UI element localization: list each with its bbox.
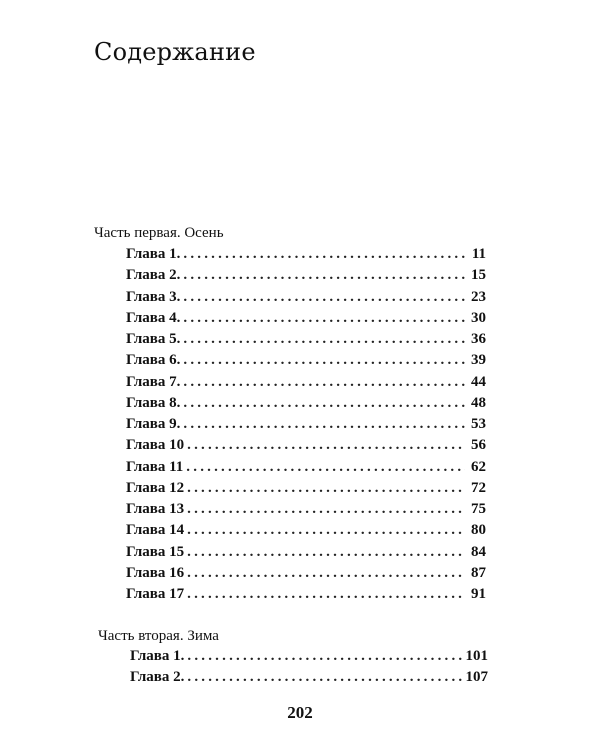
part-heading-winter: Часть вторая. Зима	[98, 628, 219, 644]
chapter-label: Глава 8.	[126, 394, 181, 411]
chapter-label: Глава 5.	[126, 331, 181, 347]
chapter-page-number: 15	[471, 267, 486, 284]
dot-leader	[187, 522, 465, 539]
dot-leader	[183, 395, 465, 412]
chapter-page-number: 80	[471, 522, 486, 539]
toc-entry	[126, 501, 486, 522]
toc-entry	[126, 565, 486, 586]
toc-entry	[126, 331, 486, 352]
chapter-label: Глава 3.	[126, 288, 181, 305]
chapter-label: Глава 17	[126, 586, 185, 602]
dot-leader	[187, 648, 462, 665]
toc-entry	[130, 648, 488, 669]
dot-leader	[183, 267, 465, 284]
dot-leader	[187, 501, 465, 518]
dot-leader	[187, 480, 465, 497]
toc-entry	[126, 586, 486, 607]
toc-entry	[126, 416, 486, 437]
toc-entry	[126, 289, 486, 310]
chapter-page-number: 30	[471, 309, 486, 326]
chapter-page-number: 91	[471, 586, 486, 602]
chapter-page-number: 62	[471, 458, 486, 475]
dot-leader	[183, 331, 465, 348]
toc-entry	[130, 669, 488, 690]
chapter-label: Глава 10	[126, 437, 185, 454]
toc-entry	[126, 267, 486, 288]
chapter-label: Глава 6.	[126, 352, 181, 369]
dot-leader	[183, 289, 465, 306]
chapter-label: Глава 14	[126, 522, 185, 539]
chapter-page-number: 36	[471, 331, 486, 347]
chapter-page-number: 75	[471, 501, 486, 517]
toc-entry	[126, 480, 486, 501]
chapter-label: Глава 12	[126, 479, 185, 496]
page-title: Содержание	[94, 38, 256, 66]
toc-entry	[126, 374, 486, 395]
toc-entry	[126, 352, 486, 373]
dot-leader	[186, 459, 465, 476]
toc-list-part-1	[126, 246, 486, 607]
chapter-label: Глава 9.	[126, 416, 181, 432]
part-heading-autumn: Часть первая. Осень	[94, 225, 224, 241]
toc-entry	[126, 246, 486, 267]
toc-entry	[126, 437, 486, 458]
dot-leader	[187, 586, 465, 603]
chapter-label: Глава 11	[126, 458, 184, 475]
chapter-label: Глава 16	[126, 564, 185, 581]
chapter-page-number: 101	[465, 648, 488, 664]
chapter-label: Глава 1.	[126, 246, 181, 262]
toc-entry	[126, 459, 486, 480]
chapter-page-number: 72	[471, 479, 486, 496]
chapter-page-number: 53	[471, 416, 486, 432]
chapter-label: Глава 15	[126, 543, 185, 560]
toc-entry	[126, 395, 486, 416]
chapter-page-number: 48	[471, 394, 486, 411]
dot-leader	[187, 544, 465, 561]
chapter-page-number: 44	[471, 373, 486, 390]
chapter-label: Глава 2.	[130, 669, 185, 686]
chapter-page-number: 87	[471, 564, 486, 581]
toc-entry	[126, 544, 486, 565]
dot-leader	[183, 374, 465, 391]
chapter-page-number: 84	[471, 543, 486, 560]
toc-entry	[126, 522, 486, 543]
chapter-page-number: 11	[471, 246, 486, 262]
chapter-label: Глава 1.	[130, 648, 185, 664]
chapter-page-number: 23	[471, 288, 486, 305]
chapter-label: Глава 2.	[126, 267, 181, 284]
dot-leader	[183, 352, 465, 369]
dot-leader	[187, 669, 462, 686]
chapter-label: Глава 4.	[126, 309, 181, 326]
dot-leader	[183, 416, 465, 433]
toc-list-part-2	[130, 648, 488, 691]
chapter-page-number: 107	[465, 669, 488, 686]
dot-leader	[183, 246, 465, 263]
chapter-page-number: 39	[471, 352, 486, 369]
chapter-label: Глава 7.	[126, 373, 181, 390]
page-number: 202	[287, 703, 313, 722]
chapter-label: Глава 13	[126, 501, 185, 517]
chapter-page-number: 56	[471, 437, 486, 454]
dot-leader	[187, 437, 465, 454]
toc-entry	[126, 310, 486, 331]
dot-leader	[183, 310, 465, 327]
dot-leader	[187, 565, 465, 582]
